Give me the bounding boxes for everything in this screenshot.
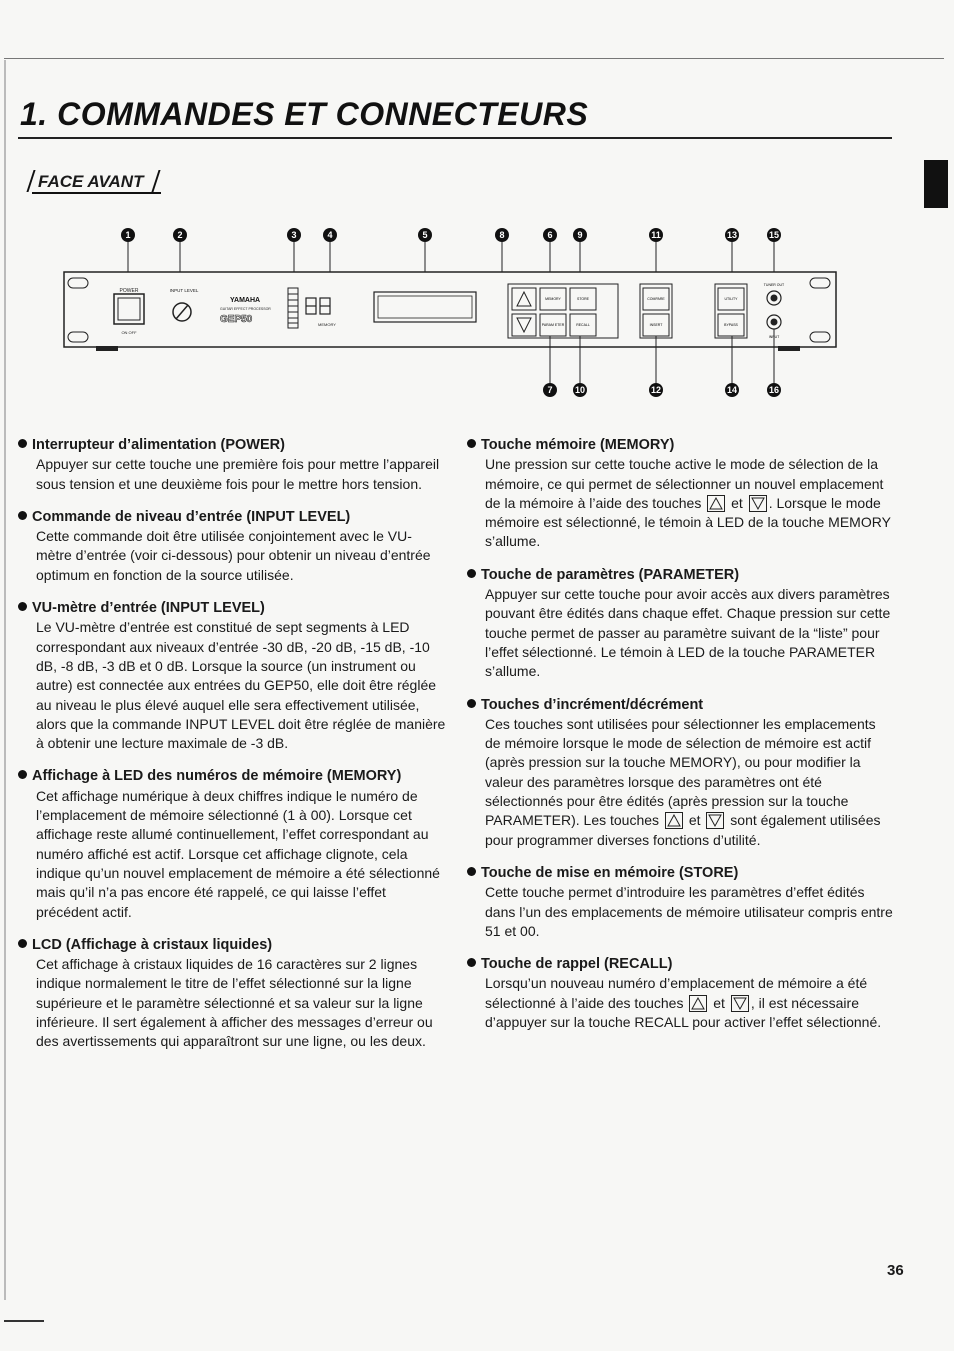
insert-btn-text: INSERT: [649, 323, 663, 327]
body-part: Ces touches sont utilisées pour sélectionner les emplacements de mémoire lorsque le mode de sélection de mémoire est actif (après pression sur la touche MEMORY), ou pour modifier la valeur des paramètres lorsque des paramètres ont été sélectionnés pour être édités (après pression sur la touche PARAMETER). Les touches: [485, 715, 876, 829]
down-triangle-icon: [731, 995, 749, 1012]
item-body: Le VU-mètre d’entrée est constitué de sept segments à LED correspondant aux niveaux d’entrée -30 dB, -20 dB, -15 dB, -10 dB, -8 dB, -3 dB et 0 dB. Lorsque la source (un instrument ou autre) est connectée aux entrées du GEP50, elle doit être réglée au niveau le plus élevé auquel elle sera effectivement utilisée, alors que la commande INPUT LEVEL doit être réglée de manière à obtenir une lecture maximale de -3 dB.: [36, 619, 446, 752]
down-triangle-icon: [706, 812, 724, 829]
page-title: 1. COMMANDES ET CONNECTEURS: [20, 96, 589, 132]
item-heading: Touches d’incrément/décrément: [481, 696, 704, 713]
up-triangle-icon: [707, 495, 725, 512]
foot-right: [778, 346, 800, 351]
param-btn-text: PARAM ETER: [541, 323, 565, 327]
callout-7-label: 7: [547, 385, 553, 395]
callout-6-label: 6: [547, 230, 553, 240]
item-input-level: [32, 508, 446, 585]
page-top-rule: [4, 58, 944, 59]
item-body: Cet affichage numérique à deux chiffres indique le numéro de l’emplacement de mémoire sélectionné (1 à 00). Lorsque cet affichage reste allumé continuellement, l’effet correspondant au numéro affiché est actif. Lorsque cet affichage clignote, cela indique qu’un nouvel emplacement de mémoire a été sélectionné mais qu’il n’a pas encore été rappelé, ce qui laisse l’effet précédent actif.: [36, 787, 440, 920]
bullet-icon: [467, 439, 476, 448]
callout-9-label: 9: [577, 230, 583, 240]
chapter-tab-marker: [924, 160, 948, 208]
bullet-icon: [467, 867, 476, 876]
title-underline: [18, 137, 892, 139]
body-part: Lorsqu’un nouveau numéro d’emplacement de mémoire a été sélectionné à l’aide des touches: [485, 975, 868, 1011]
input-jack-text: INPUT: [768, 335, 780, 339]
store-btn-text: STORE: [577, 297, 589, 301]
item-heading: Touche mémoire (MEMORY): [481, 437, 675, 453]
bullet-icon: [18, 439, 27, 448]
item-vu-meter: [32, 599, 446, 753]
item-lcd: [32, 936, 446, 1052]
item-heading: VU-mètre d’entrée (INPUT LEVEL): [32, 600, 265, 617]
item-heading: Affichage à LED des numéros de mémoire (MEMORY): [32, 768, 402, 785]
item-parameter-key: [481, 566, 895, 682]
right-column: [481, 436, 895, 1046]
callout-3: [287, 228, 301, 242]
joiner: et: [731, 494, 743, 511]
front-panel-diagram: [60, 222, 850, 402]
recall-btn-text: RECALL: [576, 323, 590, 327]
item-body: Appuyer sur cette touche pour avoir accès aux divers paramètres pouvant être édités dans chaque effet. Chaque pression sur cette touche permet de passer au paramètre suivant de la “liste” pour l’effet sélectionné. Le témoin à LED de la touche PARAMETER s’allume.: [485, 586, 891, 680]
utility-btn-text: UTILITY: [724, 297, 738, 301]
joiner: et: [713, 994, 725, 1011]
page-number: 36: [887, 1262, 904, 1279]
item-heading: Touche de mise en mémoire (STORE): [481, 864, 739, 881]
item-body: Cette touche permet d’introduire les paramètres d’effet édités dans l’un des emplacements de mémoire utilisateur compris entre 51 et 00.: [485, 884, 893, 939]
memory-btn-text: MEMORY: [545, 297, 561, 301]
joiner: et: [688, 812, 701, 829]
callout-9: [573, 228, 587, 242]
callout-15: [767, 228, 781, 242]
callout-2: [173, 228, 187, 242]
callouts-bottom: [543, 383, 781, 397]
body-part: sont également utilisées pour programmer diverses fonctions d’utilité.: [485, 812, 881, 848]
foot-left: [96, 346, 118, 351]
brand-text: YAMAHA: [230, 297, 261, 304]
callout-8-label: 8: [499, 230, 505, 240]
model-text: GEP50: [220, 314, 253, 325]
callout-10-label: 10: [574, 385, 586, 395]
callout-11: [649, 228, 663, 242]
item-memory-display: [32, 767, 446, 921]
callout-3-label: 3: [291, 230, 297, 240]
down-triangle-icon: [749, 495, 767, 512]
item-store-key: [481, 864, 895, 941]
item-heading: Commande de niveau d’entrée (INPUT LEVEL): [32, 508, 351, 525]
callout-4: [323, 228, 337, 242]
item-memory-key: [481, 436, 895, 552]
callout-13: [725, 228, 739, 242]
item-recall-key: [481, 955, 895, 1032]
callout-12-label: 12: [650, 385, 662, 395]
item-heading: Touche de paramètres (PARAMETER): [481, 566, 740, 583]
item-body: [485, 455, 895, 551]
callout-4-label: 4: [327, 230, 333, 240]
item-body: Appuyer sur cette touche une première fois pour mettre l’appareil sous tension et une deuxième fois pour le mettre hors tension.: [36, 456, 440, 492]
footer-mark: [4, 1320, 44, 1322]
item-heading: LCD (Affichage à cristaux liquides): [32, 936, 273, 953]
item-inc-dec-keys: [481, 696, 895, 850]
callout-16: [767, 383, 781, 397]
callout-15-label: 15: [768, 230, 780, 240]
callout-1-label: 1: [125, 230, 131, 240]
callout-8: [495, 228, 509, 242]
callout-5-label: 5: [422, 230, 428, 240]
compare-btn-text: COMPARE: [647, 297, 665, 301]
power-sub-text: ON OFF: [121, 330, 137, 335]
body-part: Une pression sur cette touche active le mode de sélection de la mémoire, ce qui permet de sélectionner un nouvel emplacement de la mémoire à l’aide des touches: [485, 456, 884, 511]
item-body: [485, 715, 895, 850]
bullet-icon: [18, 939, 27, 948]
page-left-edge: [4, 60, 6, 1300]
bullet-icon: [467, 569, 476, 578]
callout-10: [573, 383, 587, 397]
callout-13-label: 13: [726, 230, 738, 240]
callout-16-label: 16: [768, 385, 780, 395]
body-part: . Lorsque le mode mémoire est sélectionné, le témoin à LED de la touche MEMORY s’allume.: [485, 494, 891, 550]
item-heading: Touche de rappel (RECALL): [481, 956, 673, 973]
bullet-icon: [18, 511, 27, 520]
callout-14: [725, 383, 739, 397]
item-body: Cette commande doit être utilisée conjointement avec le VU-mètre d’entrée (voir ci-dessous) pour obtenir un niveau d’entrée optimum en fonction de la source utilisée.: [36, 528, 431, 583]
callout-14-label: 14: [726, 385, 738, 395]
callout-2-label: 2: [177, 230, 183, 240]
power-label-text: POWER: [119, 288, 139, 294]
up-triangle-icon: [689, 995, 707, 1012]
bullet-icon: [18, 770, 27, 779]
bullet-icon: [467, 958, 476, 967]
bypass-btn-text: BYPASS: [724, 323, 738, 327]
subtitle-text: GUITAR EFFECT PROCESSOR: [220, 307, 271, 311]
bullet-icon: [18, 602, 27, 611]
bullet-icon: [467, 699, 476, 708]
section-label: FACE AVANT: [32, 172, 161, 194]
callout-6: [543, 228, 557, 242]
callout-12: [649, 383, 663, 397]
callout-5: [418, 228, 432, 242]
up-triangle-icon: [665, 812, 683, 829]
item-body: Cet affichage à cristaux liquides de 16 caractères sur 2 lignes indique normalement le titre de l’effet sélectionné sur la ligne supérieure et le paramètre sélectionné et sa valeur sur la ligne inférieure. Il sert également à afficher des messages d’erreur ou des avertissements qui apparaîtront sur une ligne, ou les deux.: [36, 956, 433, 1050]
tuner-out-text: TUNER OUT: [763, 283, 785, 287]
item-power: [32, 436, 446, 494]
input-level-text: INPUT LEVEL: [169, 288, 199, 293]
body-part: , il est nécessaire d’appuyer sur la touche RECALL pour activer l’effet sélectionné.: [485, 994, 882, 1031]
callout-1: [121, 228, 135, 242]
item-body: [485, 974, 895, 1032]
callout-7: [543, 383, 557, 397]
memory-display-label: MEMORY: [318, 322, 336, 327]
item-heading: Interrupteur d’alimentation (POWER): [32, 437, 285, 453]
left-column: [32, 436, 446, 1066]
callout-11-label: 11: [651, 230, 661, 240]
callouts-top: [121, 228, 781, 242]
